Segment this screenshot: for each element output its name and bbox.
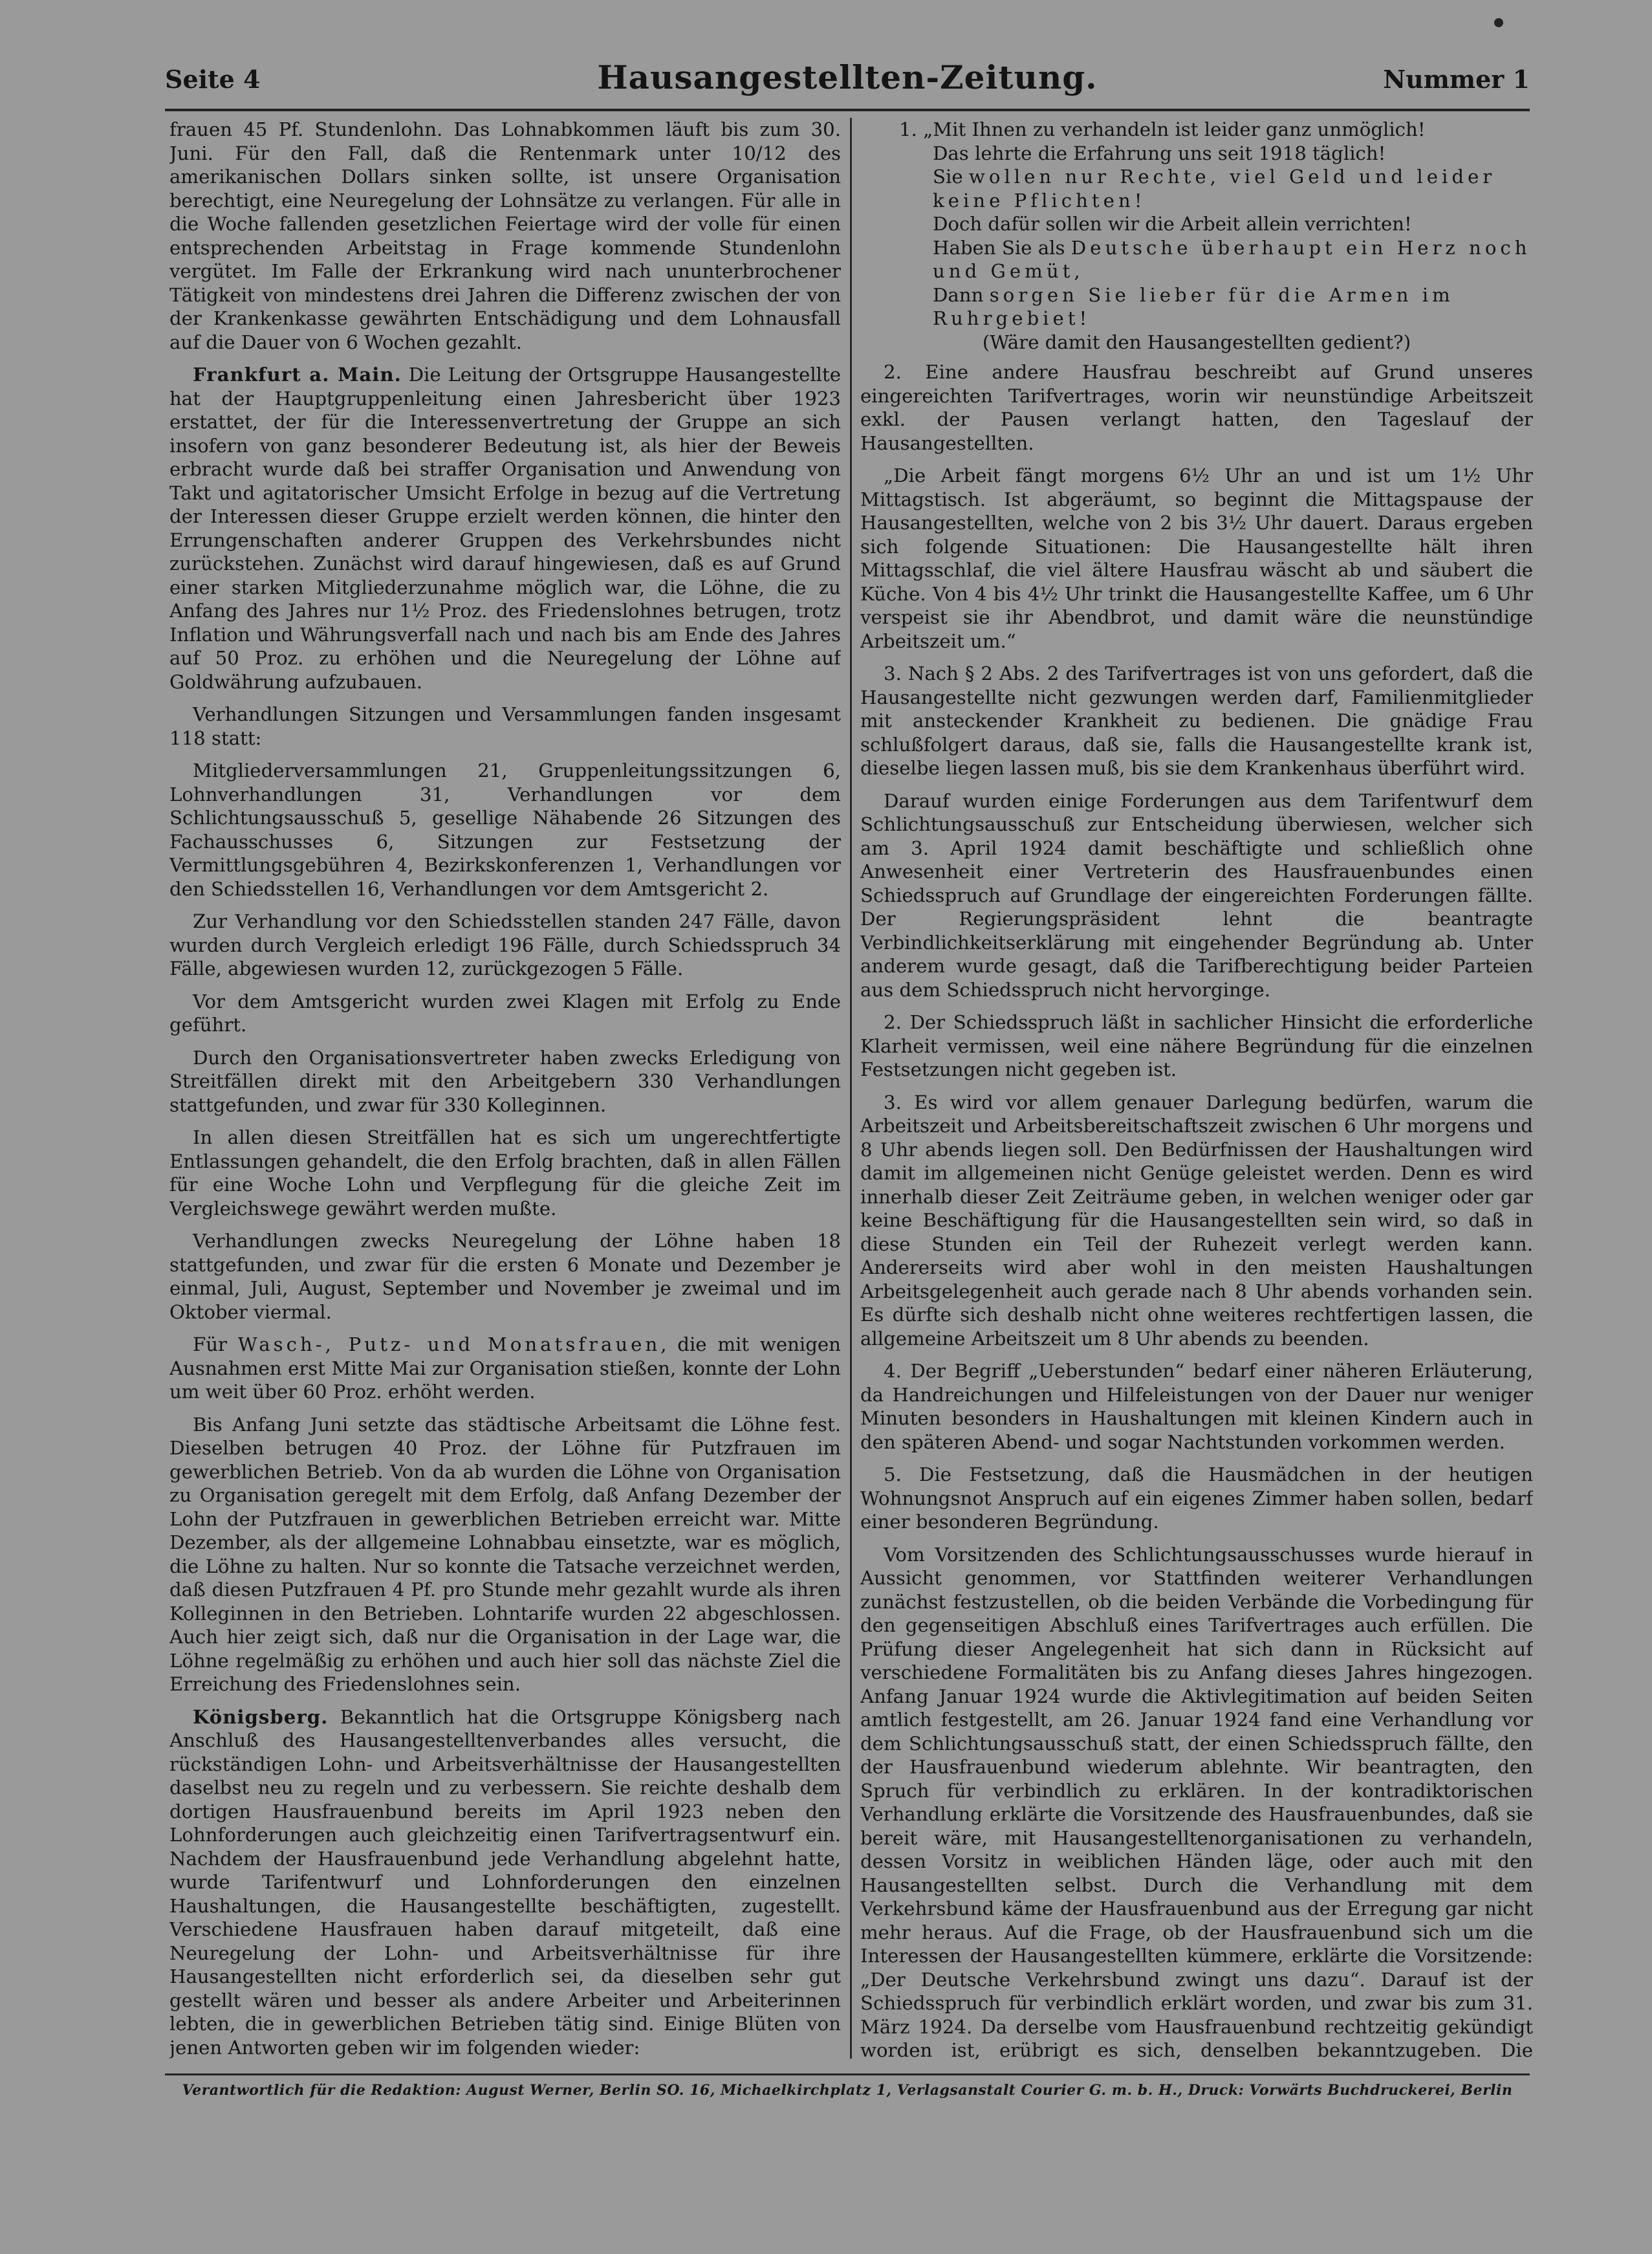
paragraph: Verhandlungen Sitzungen und Versammlungen fanden insgesamt 118 statt:	[169, 703, 841, 749]
quote-text: Sie	[933, 166, 969, 188]
spaced-text: wollen nur Rechte, viel Geld und leider keine Pflichten!	[933, 166, 1496, 212]
imprint: Verantwortlich für die Redaktion: August Werner, Berlin SO. 16, Michaelkirchplatz 1, Verlagsanstalt Courier G. m. b. H., Druck: Vorwärts Buchdruckerei, Berlin	[182, 2082, 1513, 2099]
paragraph: 5. Die Festsetzung, daß die Hausmädchen in der heutigen Wohnungsnot Anspruch auf ein eigenes Zimmer haben sollen, bedarf einer besonderen Begründung.	[860, 1463, 1533, 1533]
paragraph-wasch	[169, 1333, 841, 1404]
city-heading: Frankfurt a. Main.	[193, 364, 402, 386]
newspaper-title: Hausangestellten-Zeitung.	[597, 58, 1098, 96]
city-heading: Königsberg.	[193, 1705, 329, 1728]
paragraph: „Die Arbeit fängt morgens 6½ Uhr an und ist um 1½ Uhr Mittagstisch. Ist abgeräumt, so beginnt die Mittagspause der Hausangestellten, welche von 2 bis 3½ Uhr dauert. Daraus ergeben sich folgende Situationen: Die Hausangestellte hält ihren Mittagsschlaf, die viel ältere Hausfrau wäscht ab und säubert die Küche. Von 4 bis 4½ Uhr trinkt die Hausangestellte Kaffee, um 6 Uhr verspeist sie ihr Abendbrot, und damit wäre die neunstündige Arbeitszeit um.“	[860, 465, 1533, 652]
paragraph: 3. Es wird vor allem genauer Darlegung bedürfen, warum die Arbeitszeit und Arbeitsbereitschaftszeit zwischen 6 Uhr morgens und 8 Uhr abends liegen soll. Den Bedürfnissen der Haushaltungen wird damit im allgemeinen nicht Genüge geleistet werden. Denn es wird innerhalb dieser Zeit Zeiträume geben, in welchen weniger oder gar keine Beschäftigung für die Hausangestellten sein wird, so daß in diese Stunden ein Teil der Ruhezeit verlegt werden kann. Andererseits wird aber wohl in den meisten Haushaltungen Arbeitsgelegenheit auch gerade nach 8 Uhr abends vorhanden sein. Es dürfte sich deshalb nicht ohne weiteres rechtfertigen lassen, die allgemeine Arbeitszeit um 8 Uhr abends zu beenden.	[860, 1091, 1533, 1350]
column-divider	[850, 118, 852, 2059]
paragraph: Bis Anfang Juni setzte das städtische Arbeitsamt die Löhne fest. Dieselben betrugen 40 Proz. der Löhne für Putzfrauen im gewerblichen Betrieb. Von da ab wurden die Löhne von Organisation zu Organisation geregelt mit dem Erfolg, daß Anfang Dezember der Lohn der Putzfrauen in gewerblichen Betrieben erreicht war. Mitte Dezember, als der allgemeine Lohnabbau einsetzte, war es möglich, die Löhne zu halten. Nur so konnte die Tatsache verzeichnet werden, daß diesen Putzfrauen 4 Pf. pro Stunde mehr gezahlt wurde als ihren Kolleginnen in den Betrieben. Lohntarife wurden 22 abgeschlossen. Auch hier zeigt sich, daß nur die Organisation in der Lage war, die Löhne regelmäßig zu erhöhen und auch hier soll das nächste Ziel die Erreichung des Friedenslohnes sein.	[169, 1413, 841, 1695]
paragraph: Zur Verhandlung vor den Schiedsstellen standen 247 Fälle, davon wurden durch Vergleich erledigt 196 Fälle, durch Schiedsspruch 34 Fälle, abgewiesen wurden 12, zurückgezogen 5 Fälle.	[169, 910, 841, 979]
quote-line: 1. „Mit Ihnen zu verhandeln ist leider ganz unmöglich!	[899, 118, 1426, 140]
paragraph-text: Für	[193, 1333, 238, 1355]
paragraph: Vom Vorsitzenden des Schlichtungsausschusses wurde hierauf in Aussicht genommen, vor Stattfinden weiterer Verhandlungen zunächst festzustellen, ob die beiden Verbände die Vorbedingung für den gegenseitigen Abschluß eines Tarifvertrages auch erfüllen. Die Prüfung dieser Angelegenheit hat sich dann in Rücksicht auf verschiedene Formalitäten bis zu Anfang dieses Jahres hingezogen. Anfang Januar 1924 wurde die Aktivlegitimation auf beiden Seiten amtlich festgestellt, am 26. Januar 1924 fand eine Verhandlung vor dem Schlichtungsausschuß statt, der einen Schiedsspruch fällte, den der Hausfrauenbund wiederum ablehnte. Wir beantragten, den Spruch für verbindlich zu erklären. In der kontradiktorischen Verhandlung erklärte die Vorsitzende des Hausfrauenbundes, daß sie bereit wäre, mit Hausangestelltenorganisationen zu verhandeln, dessen Vorsitz in weiblichen Händen läge, oder auch mit den Hausangestellten selbst. Durch die Verhandlung mit dem Verkehrsbund käme der Hausfrauenbund aus der Erregung gar nicht mehr heraus. Auf die Frage, ob der Hausfrauenbund sich um die Interessen der Hausangestellten kümmere, erklärte die Vorsitzende: „Der Deutsche Verkehrsbund zwingt uns dazu“. Darauf ist der Schiedsspruch für verbindlich erklärt worden, und zwar bis zum 31. März 1924. Da derselbe vom Hausfrauenbund rechtzeitig gekündigt worden ist, erübrigt es sich, denselben bekanntzugeben. Die	[860, 1543, 1533, 2061]
paragraph: 4. Der Begriff „Ueberstunden“ bedarf einer näheren Erläuterung, da Handreichungen und Hilfeleistungen von der Dauer nur weniger Minuten besonders in Haushaltungen mit kleinen Kindern auch in den späteren Abend- und sogar Nachtstunden vorkommen werden.	[860, 1360, 1533, 1453]
quote-line	[860, 283, 1533, 331]
paragraph-text: Bekanntlich hat die Ortsgruppe Königsberg nach Anschluß des Hausangestelltenverbandes alles versucht, die rückständigen Lohn- und Arbeitsverhältnisse der Hausangestellten daselbst neu zu regeln und zu verbessern. Sie reichte deshalb dem dortigen Hausfrauenbund bereits im April 1923 neben den Lohnforderungen auch gleichzeitig einen Tarifvertragsentwurf ein. Nachdem der Hausfrauenbund jede Verhandlung abgelehnt hatte, wurde Tarifentwurf und Lohnforderungen den einzelnen Haushaltungen, die Hausangestellte beschäftigten, zugestellt. Verschiedene Hausfrauen haben darauf mitgeteilt, daß eine Neuregelung der Lohn- und Arbeitsverhältnisse für ihre Hausangestellten nicht erforderlich sei, da dieselben sehr gut gestellt wären und besser als andere Arbeiter und Arbeiterinnen lebten, die in gewerblichen Betrieben tätig sind. Einige Blüten von jenen Antworten geben wir im folgenden wieder:	[169, 1705, 841, 2059]
quote-line	[860, 236, 1533, 283]
quote-line	[860, 165, 1533, 212]
quote-line: Doch dafür sollen wir die Arbeit allein verrichten!	[933, 213, 1412, 235]
letter-quote	[860, 118, 1533, 354]
header-rule	[165, 109, 1530, 111]
paragraph-frankfurt	[169, 363, 841, 694]
issue-number: Nummer 1	[1383, 65, 1530, 94]
paragraph: Darauf wurden einige Forderungen aus dem Tarifentwurf dem Schlichtungsausschuß zur Entscheidung überwiesen, welcher sich am 3. April 1924 damit beschäftigte und schließlich ohne Anwesenheit einer Vertreterin des Hausfrauenbundes einen Schiedsspruch auf Grundlage der eingereichten Forderungen fällte. Der Regierungspräsident lehnt die beantragte Verbindlichkeitserklärung mit eingehender Begründung ab. Unter anderem wurde gesagt, daß die Tarifberechtigung beider Parteien aus dem Schiedsspruch nicht hervorginge.	[860, 789, 1533, 1001]
quote-text: Dann	[933, 283, 990, 306]
paragraph: 2. Eine andere Hausfrau beschreibt auf Grund unseres eingereichten Tarifvertrages, worin wir neunstündige Arbeitszeit exkl. der Pausen verlangt hatten, den Tageslauf der Hausangestellten.	[860, 361, 1533, 454]
paragraph: 3. Nach § 2 Abs. 2 des Tarifvertrages ist von uns gefordert, daß die Hausangestellte nicht gezwungen werden darf, Familienmitglieder mit ansteckender Krankheit zu bedienen. Die gnädige Frau schlußfolgert daraus, daß sie, falls die Hausangestellte krank ist, dieselbe liegen lassen muß, bis sie dem Krankenhaus überführt wird.	[860, 662, 1533, 779]
paragraph: Verhandlungen zwecks Neuregelung der Löhne haben 18 stattgefunden, und zwar für die ersten 6 Monate und Dezember je einmal, Juli, August, September und November je zweimal und im Oktober viermal.	[169, 1230, 841, 1323]
ink-spot	[1494, 18, 1503, 27]
quote-line: (Wäre damit den Hausangestellten gedient?)	[982, 331, 1411, 353]
left-column	[169, 118, 841, 2062]
quote-line: Das lehrte die Erfahrung uns seit 1918 täglich!	[933, 142, 1386, 164]
paragraph: frauen 45 Pf. Stundenlohn. Das Lohnabkommen läuft bis zum 30. Juni. Für den Fall, daß die Rentenmark unter 10/12 des amerikanischen Dollars sinken sollte, ist unsere Organisation berechtigt, eine Neuregelung der Lohnsätze zu verlangen. Für alle in die Woche fallenden gesetzlichen Feiertage wird der volle für einen entsprechenden Arbeitstag in Frage kommende Stundenlohn vergütet. Im Falle der Erkrankung wird nach ununterbrochener Tätigkeit von mindestens drei Jahren die Differenz zwischen der von der Krankenkasse gewährten Entschädigung und dem Lohnausfall auf die Dauer von 6 Wochen gezahlt.	[169, 118, 841, 353]
paragraph: In allen diesen Streitfällen hat es sich um ungerechtfertigte Entlassungen gehandelt, die den Erfolg brachten, daß in allen Fällen für eine Woche Lohn und Verpflegung für die gleiche Zeit im Vergleichswege gewährt werden mußte.	[169, 1126, 841, 1220]
spaced-text: Wasch-, Putz- und Monatsfrauen	[237, 1333, 661, 1355]
paragraph: Durch den Organisationsvertreter haben zwecks Erledigung von Streitfällen direkt mit den Arbeitgebern 330 Verhandlungen stattgefunden, und zwar für 330 Kolleginnen.	[169, 1046, 841, 1116]
quote-text: Haben Sie als	[933, 236, 1071, 259]
footer-rule	[165, 2073, 1530, 2075]
paragraph: 2. Der Schiedsspruch läßt in sachlicher Hinsicht die erforderliche Klarheit vermissen, weil eine nähere Begründung für die einzelnen Festsetzungen nicht gegeben ist.	[860, 1011, 1533, 1080]
paragraph-koenigsberg	[169, 1705, 841, 2060]
page-header	[165, 58, 1530, 104]
right-column	[860, 118, 1533, 2062]
paragraph-text: , die mit wenigen Ausnahmen erst Mitte Mai zur Organisation stießen, konnte der Lohn um weit über 60 Proz. erhöht werden.	[169, 1333, 841, 1403]
spaced-text: Deutsche überhaupt ein Herz noch und Gemüt,	[933, 236, 1531, 282]
paragraph: Vor dem Amtsgericht wurden zwei Klagen mit Erfolg zu Ende geführt.	[169, 990, 841, 1036]
page-number: Seite 4	[165, 65, 261, 94]
spaced-text: sorgen Sie lieber für die Armen im Ruhrgebiet!	[933, 283, 1454, 329]
paragraph-text: Die Leitung der Ortsgruppe Hausangestellte hat der Hauptgruppenleitung einen Jahresbericht über 1923 erstattet, der für die Interessenvertretung der Gruppe an sich insofern von ganz besonderer Bedeutung ist, als hier der Beweis erbracht wurde daß bei straffer Organisation und Anwendung von Takt und agitatorischer Umsicht Erfolge in bezug auf die Vertretung der Interessen dieser Gruppe erzielt werden können, die hinter den Errungenschaften anderer Gruppen des Verkehrsbundes nicht zurückstehen. Zunächst wird darauf hingewiesen, daß es auf Grund einer starken Mitgliederzunahme möglich war, die Löhne, die zu Anfang des Jahres nur 1½ Proz. des Friedenslohnes betrugen, trotz Inflation und Währungsverfall nach und nach bis am Ende des Jahres auf 50 Proz. zu erhöhen und die Neuregelung der Löhne auf Goldwährung aufzubauen.	[169, 364, 841, 693]
paragraph: Mitgliederversammlungen 21, Gruppenleitungssitzungen 6, Lohnverhandlungen 31, Verhandlungen vor dem Schlichtungsausschuß 5, gesellige Nähabende 26 Sitzungen des Fachausschusses 6, Sitzungen zur Festsetzung der Vermittlungsgebühren 4, Bezirkskonferenzen 1, Verhandlungen vor den Schiedsstellen 16, Verhandlungen vor dem Amtsgericht 2.	[169, 760, 841, 900]
